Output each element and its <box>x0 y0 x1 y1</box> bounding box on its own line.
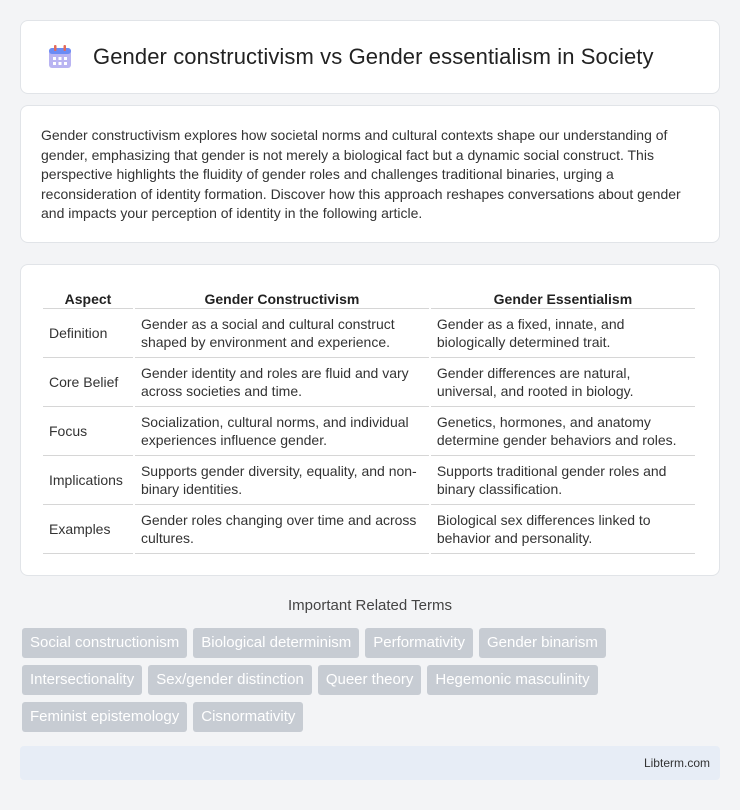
intro-text: Gender constructivism explores how societal norms and cultural contexts shape our understanding of gender, emphasizing that gender is not merely a biological fact but a dynamic social construct. This perspective highlights the fluidity of gender roles and challenges traditional binaries, urging a reconsideration of identity formation. Discover how this approach reshapes conversations about gender and impacts your perception of identity in the following article. <box>41 127 681 222</box>
table-cell: Implications <box>43 456 133 505</box>
table-header: Gender Constructivism <box>135 287 429 309</box>
term-tag[interactable]: Intersectionality <box>22 665 142 695</box>
related-terms-title: Important Related Terms <box>288 597 452 614</box>
table-cell: Core Belief <box>43 358 133 407</box>
table-cell: Gender roles changing over time and across cultures. <box>135 505 429 554</box>
table-row <box>43 407 695 456</box>
term-tag[interactable]: Hegemonic masculinity <box>427 665 597 695</box>
table-cell: Supports gender diversity, equality, and non-binary identities. <box>135 456 429 505</box>
term-tag[interactable]: Queer theory <box>318 665 422 695</box>
table-cell: Biological sex differences linked to behavior and personality. <box>431 505 695 554</box>
calendar-icon <box>47 44 73 70</box>
table-row <box>43 505 695 554</box>
table-row <box>43 309 695 358</box>
term-tag[interactable]: Feminist epistemology <box>22 702 187 732</box>
table-header: Gender Essentialism <box>431 287 695 309</box>
header-card <box>20 20 720 94</box>
term-tag[interactable]: Biological determinism <box>193 628 359 658</box>
table-cell: Gender differences are natural, universal, and rooted in biology. <box>431 358 695 407</box>
table-header: Aspect <box>43 287 133 309</box>
footer-link[interactable]: Libterm.com <box>643 756 710 770</box>
table-cell: Supports traditional gender roles and binary classification. <box>431 456 695 505</box>
table-cell: Gender as a social and cultural construct shaped by environment and experience. <box>135 309 429 358</box>
comparison-card <box>20 264 720 576</box>
term-tag[interactable]: Gender binarism <box>479 628 606 658</box>
table-header-row <box>43 287 695 309</box>
term-tag[interactable]: Sex/gender distinction <box>148 665 312 695</box>
footer <box>20 746 720 780</box>
table-cell: Socialization, cultural norms, and individual experiences influence gender. <box>135 407 429 456</box>
term-tag[interactable]: Social constructionism <box>22 628 187 658</box>
intro-card <box>20 105 720 243</box>
page-title: Gender constructivism vs Gender essentialism in Society <box>93 44 654 69</box>
table-cell: Genetics, hormones, and anatomy determine gender behaviors and roles. <box>431 407 695 456</box>
table-cell: Definition <box>43 309 133 358</box>
table-row <box>43 358 695 407</box>
table-row <box>43 456 695 505</box>
table-cell: Focus <box>43 407 133 456</box>
term-tag[interactable]: Performativity <box>365 628 473 658</box>
table-cell: Gender as a fixed, innate, and biologically determined trait. <box>431 309 695 358</box>
table-cell: Gender identity and roles are fluid and vary across societies and time. <box>135 358 429 407</box>
comparison-table <box>41 287 697 554</box>
related-terms-list <box>22 628 722 732</box>
table-cell: Examples <box>43 505 133 554</box>
term-tag[interactable]: Cisnormativity <box>193 702 303 732</box>
